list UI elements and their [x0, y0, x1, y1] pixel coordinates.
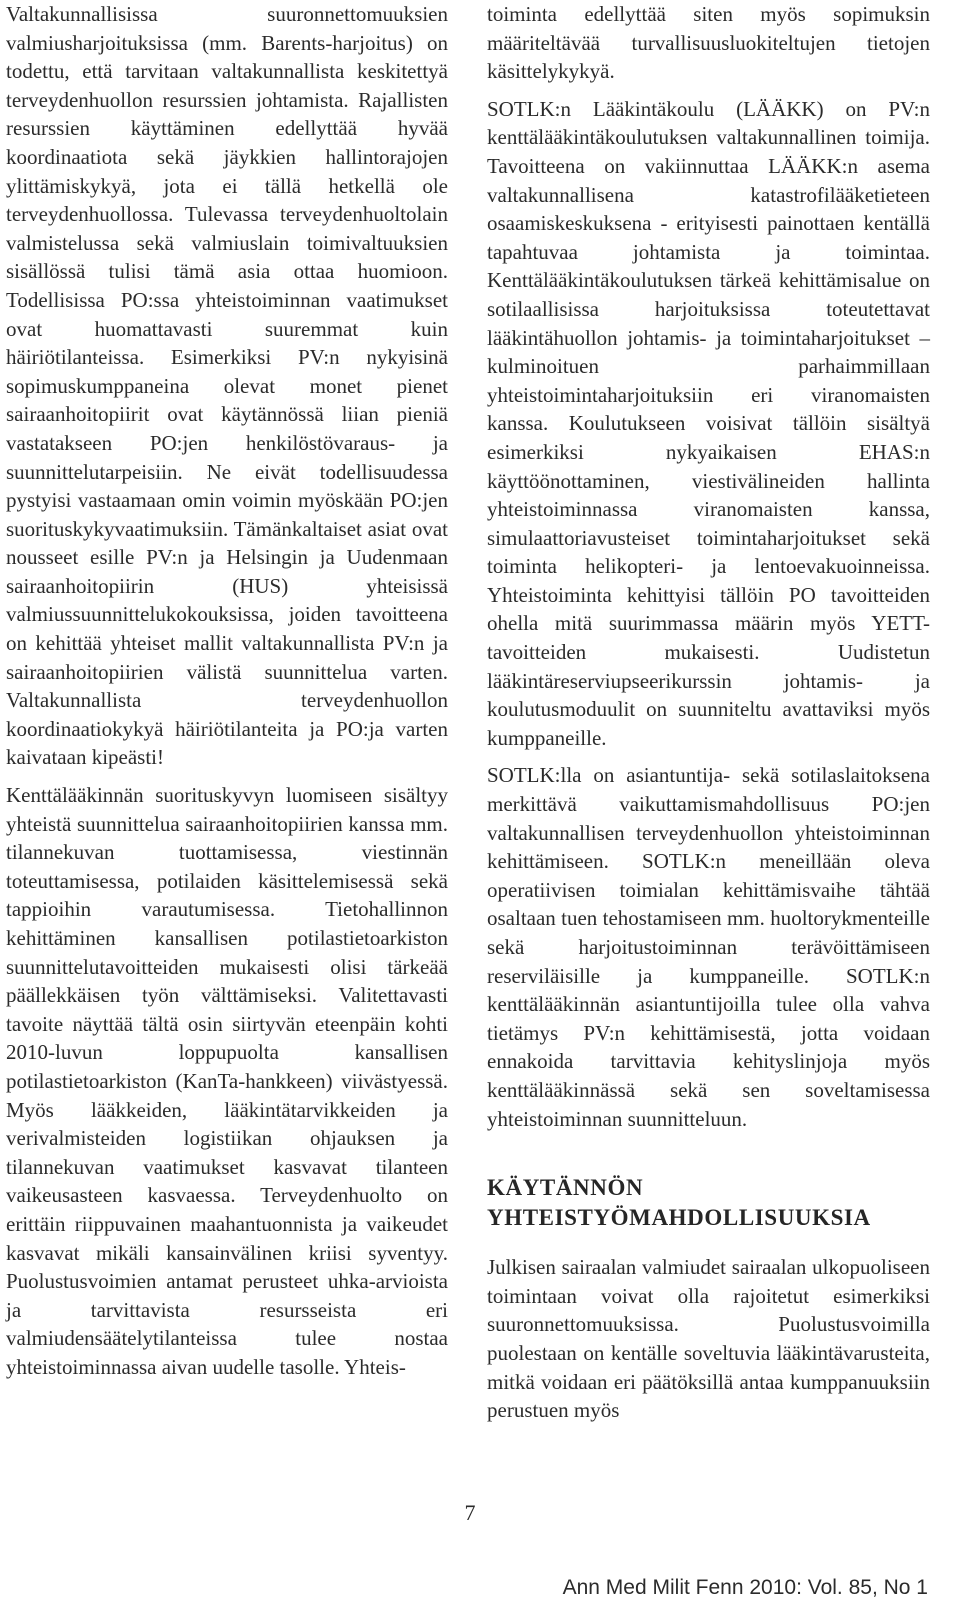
body-paragraph: SOTLK:lla on asiantuntija- sekä sotilaslaitoksena merkittävä vaikuttamismahdollisuus PO:jen valtakunnallisen terveydenhuollon yhteistoiminnan kehittämiseen. SOTLK:n meneillään oleva operatiivisen toimialan kehittämisvaihe tähtää osaltaan tuen tehostamiseen mm. huoltorykmenteille sekä harjoitustoiminnan terävöittämiseen reserviläisille ja kumppaneille. SOTLK:n kenttälääkinnän asiantuntijoilla tulee olla vahva tietämys PV:n kehittämisestä, jotta voidaan ennakoida tarvittavia kehityslinjoja myös kenttälääkinnässä sekä sen soveltamisessa yhteistoiminnan suunnitteluun.	[487, 763, 930, 1131]
right-column	[487, 0, 930, 1434]
left-column	[6, 0, 448, 1391]
journal-footer: Ann Med Milit Fenn 2010: Vol. 85, No 1	[562, 1576, 928, 1599]
page-number: 7	[464, 1500, 476, 1525]
body-paragraph: toiminta edellyttää siten myös sopimuksin määriteltävää turvallisuusluokiteltujen tietojen käsittelykykyä.	[487, 2, 930, 84]
body-paragraph: Kenttälääkinnän suorituskyvyn luomiseen sisältyy yhteistä suunnittelua sairaanhoitopiirien kanssa mm. tilannekuvan tuottamisessa, viestinnän toteuttamisessa, potilaiden käsittelemisessä sekä tappioihin varautumisessa. Tietohallinnon kehittäminen kansallisen potilastietoarkiston suunnittelutavoitteiden mukaisesti olisi tärkeää päällekkäisen työn välttämiseksi. Valitettavasti tavoite näyttää tältä osin siirtyvän eteenpäin kohti 2010-luvun loppupuolta kansallisen potilastietoarkiston (KanTa-hankkeen) viivästyessä. Myös lääkkeiden, lääkintätarvikkeiden ja verivalmisteiden logistiikan ohjauksen ja tilannekuvan vaatimukset kasvavat tilanteen vaikeusasteen kasvaessa. Terveydenhuolto on erittäin riippuvainen maahantuonnista ja vaikeudet kasvavat mikäli kansainvälinen kriisi syventyy. Puolustusvoimien antamat perusteet uhka-arvioista ja tarvittavista resursseista eri valmiudensäätelytilanteissa tulee nostaa yhteistoiminnassa aivan uudelle tasolle. Yhteis-	[6, 783, 448, 1379]
body-paragraph: Valtakunnallisissa suuronnettomuuksien valmiusharjoituksissa (mm. Barents-harjoitus) on todettu, että tarvitaan valtakunnallista keskitettyä terveydenhuollon resurssien johtamista. Rajallisten resurssien käyttäminen edellyttää hyvää koordinaatiota sekä jäykkien hallintorajojen ylittämiskykyä, jota ei tällä hetkellä ole terveydenhuollossa. Tulevassa terveydenhuoltolain valmistelussa sekä valmiuslain toimivaltuuksien sisällössä tulisi tämä asia ottaa huomioon. Todellisissa PO:ssa yhteistoiminnan vaatimukset ovat huomattavasti suuremmat kuin häiriötilanteissa. Esimerkiksi PV:n nykyisinä sopimuskumppaneina olevat monet pienet sairaanhoitopiirit ovat käytännössä liian pieniä vastatakseen PO:jen henkilöstövaraus- ja suunnittelutarpeisiin. Ne eivät todellisuudessa pystyisi vastaamaan omin voimin myöskään PO:jen suorituskykyvaatimuksiin. Tämänkaltaiset asiat ovat nousseet esille PV:n ja Helsingin ja Uudenmaan sairaanhoitopiirin (HUS) yhteisissä valmiussuunnittelukokouksissa, joiden tavoitteena on kehittää yhteiset mallit valtakunnallista PV:n ja sairaanhoitopiirien välistä suunnittelua varten. Valtakunnallista terveydenhuollon koordinaatiokykyä häiriötilanteita ja PO:ja varten kaivataan kipeästi!	[6, 2, 448, 770]
body-paragraph: SOTLK:n Lääkintäkoulu (LÄÄKK) on PV:n kenttälääkintäkoulutuksen valtakunnallinen toimija. Tavoitteena on vakiinnuttaa LÄÄKK:n asema valtakunnallisena katastrofilääketieteen osaamiskeskuksena - erityisesti painottaen kentällä tapahtuvaa johtamista ja toimintaa. Kenttälääkintäkoulutuksen tärkeä kehittämisalue on sotilaallisissa harjoituksissa toteutettavat lääkintähuollon johtamis- ja toimintaharjoitukset – kulminoituen parhaimmillaan yhteistoimintaharjoituksiin eri viranomaisten kanssa. Koulutukseen voisivat tällöin sisältyä esimerkiksi nykyaikaisen EHAS:n käyttöönottaminen, viestivälineiden hallinta yhteistoiminnassa viranomaisten kanssa, simulaattoriavusteiset toimintaharjoitukset sekä toiminta helikopteri- ja lentoevakuoinneissa. Yhteistoiminta kehittyisi tällöin PO tavoitteiden ohella mitä suurimmassa määrin myös YETT-tavoitteiden mukaisesti. Uudistetun lääkintäreserviupseerikurssin johtamis- ja koulutusmoduulit on suunniteltu avattaviksi myös kumppaneille.	[487, 96, 930, 750]
body-paragraph: Julkisen sairaalan valmiudet sairaalan ulkopuoliseen toimintaan voivat olla rajoitetut esimerkiksi suuronnettomuuksissa. Puolustusvoimilla puolestaan on kentälle soveltuvia lääkintävarusteita, mitkä voidaan eri päätöksillä antaa kumppanuuksiin perustuen myös	[487, 1255, 930, 1423]
section-heading	[487, 1173, 930, 1233]
section-heading-line: YHTEISTYÖMAHDOLLISUUKSIA	[487, 1205, 871, 1231]
section-heading-line: KÄYTÄNNÖN	[487, 1175, 644, 1201]
